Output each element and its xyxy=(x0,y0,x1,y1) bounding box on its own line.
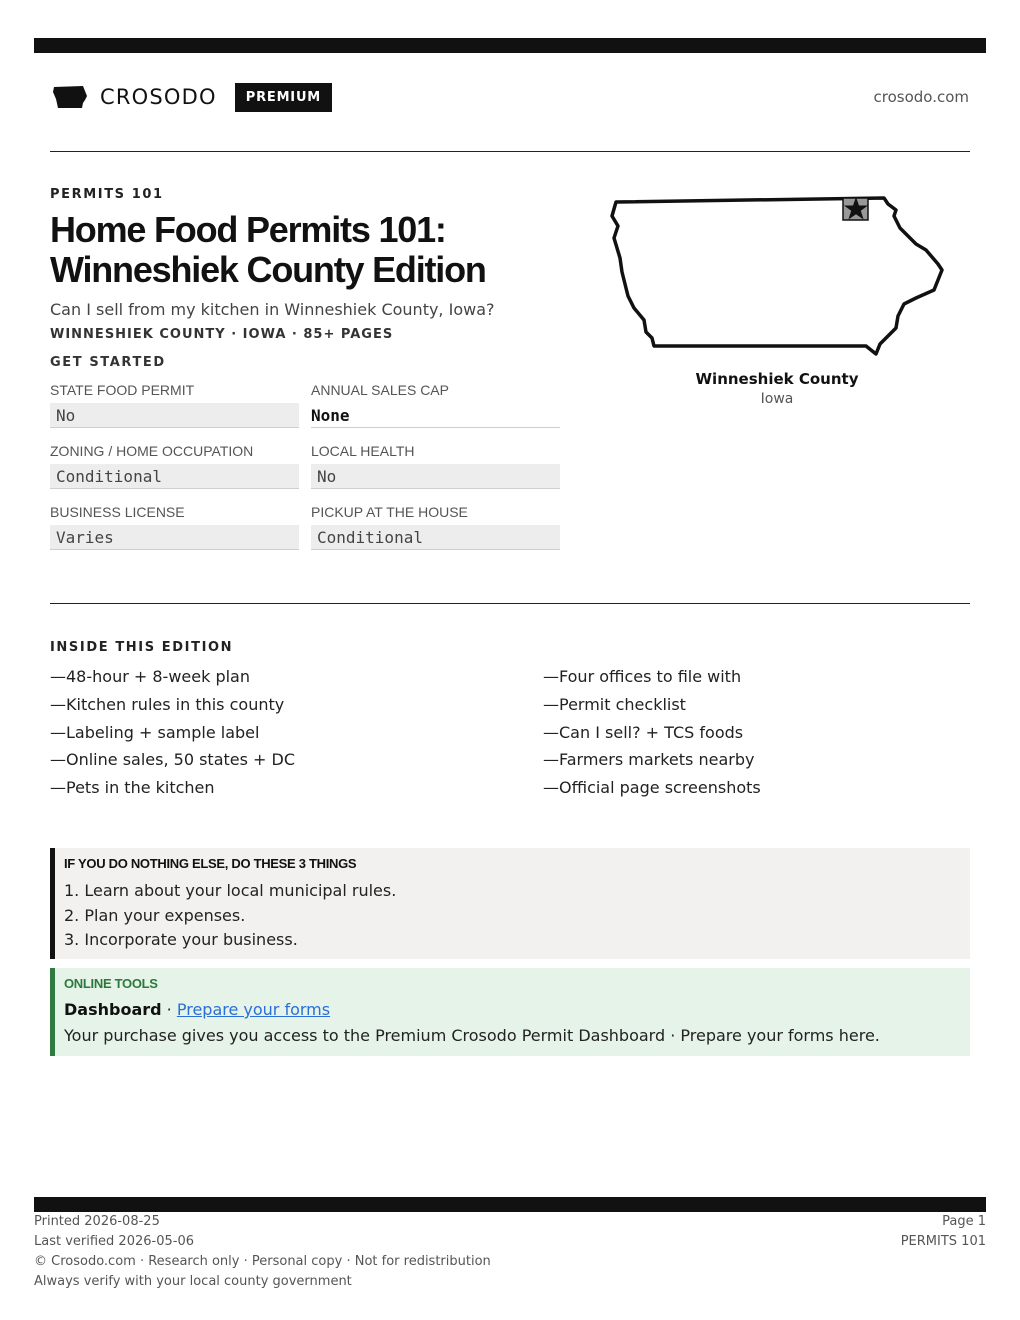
verified-date: Last verified 2026-05-06 xyxy=(34,1234,194,1249)
bottom-rule-bar xyxy=(34,1197,986,1212)
site-url: crosodo.com xyxy=(873,88,969,106)
fact-label: BUSINESS LICENSE xyxy=(50,504,185,520)
list-item: —Online sales, 50 states + DC xyxy=(50,750,296,770)
brand-header xyxy=(52,82,332,112)
fact-value: None xyxy=(311,403,560,428)
list-item: —48-hour + 8-week plan xyxy=(50,667,250,686)
iowa-logo-icon xyxy=(52,83,88,111)
list-item: 2. Plan your expenses. xyxy=(64,905,246,925)
premium-badge: PREMIUM xyxy=(235,83,332,112)
dashboard-line xyxy=(64,998,970,1022)
fact-label: LOCAL HEALTH xyxy=(311,443,415,459)
brand-name: CROSODO xyxy=(100,85,217,109)
list-item: —Kitchen rules in this county xyxy=(50,694,285,714)
callout-title: IF YOU DO NOTHING ELSE, DO THESE 3 THINGS xyxy=(64,856,357,871)
fact-label: ZONING / HOME OCCUPATION xyxy=(50,443,254,459)
title-line-1: Home Food Permits 101: xyxy=(50,209,446,250)
inside-list-left xyxy=(50,665,520,804)
list-item: 3. Incorporate your business. xyxy=(64,930,298,949)
fact-label: ANNUAL SALES CAP xyxy=(311,382,449,398)
fact-annual-sales-cap xyxy=(311,382,560,443)
list-item: —Four offices to file with xyxy=(543,667,742,686)
fact-pickup-at-house xyxy=(311,504,560,565)
footer-left xyxy=(34,1212,491,1292)
map-county-label: Winneshiek County xyxy=(695,370,859,388)
things-list xyxy=(64,879,970,953)
title-line-2: Winneshiek County Edition xyxy=(50,249,486,290)
page-subtitle: Can I sell from my kitchen in Winneshiek County, Iowa? xyxy=(50,300,495,319)
quick-facts-grid xyxy=(50,382,560,565)
prepare-forms-link[interactable]: Prepare your forms xyxy=(176,1000,331,1019)
fact-value: No xyxy=(50,403,299,428)
fact-business-license xyxy=(50,504,299,565)
three-things-callout xyxy=(50,848,970,959)
list-item: —Official page screenshots xyxy=(543,778,761,798)
top-rule-bar xyxy=(34,38,986,53)
copyright-notice: © Crosodo.com · Research only · Personal copy · Not for redistribution xyxy=(34,1254,491,1269)
section-kicker: PERMITS 101 xyxy=(50,187,164,202)
edition-meta: WINNESHIEK COUNTY · IOWA · 85+ PAGES xyxy=(50,327,394,342)
online-tools-callout xyxy=(50,968,970,1056)
section-divider xyxy=(50,603,970,604)
list-item: 1. Learn about your local municipal rules. xyxy=(64,881,397,900)
fact-value: Conditional xyxy=(50,464,299,489)
fact-value: No xyxy=(311,464,560,489)
list-item: —Can I sell? + TCS foods xyxy=(543,722,744,742)
dashboard-label: Dashboard xyxy=(64,1000,162,1019)
page-title xyxy=(50,210,590,290)
map-state-label: Iowa xyxy=(760,391,794,407)
footer-section: PERMITS 101 xyxy=(900,1234,986,1249)
header-divider xyxy=(50,151,970,152)
fact-value: Varies xyxy=(50,525,299,550)
inside-list-right xyxy=(543,665,970,804)
fact-label: PICKUP AT THE HOUSE xyxy=(311,504,468,520)
list-item: —Labeling + sample label xyxy=(50,722,260,742)
fact-value: Conditional xyxy=(311,525,560,550)
fact-local-health xyxy=(311,443,560,504)
iowa-outline xyxy=(612,198,942,354)
list-item: —Pets in the kitchen xyxy=(50,778,215,798)
footer-right xyxy=(901,1212,986,1252)
fact-label: STATE FOOD PERMIT xyxy=(50,382,195,398)
fact-state-food-permit xyxy=(50,382,299,443)
printed-date: Printed 2026-08-25 xyxy=(34,1214,160,1229)
page-number: Page 1 xyxy=(942,1214,986,1229)
verify-note: Always verify with your local county government xyxy=(34,1274,352,1289)
inside-edition-heading: INSIDE THIS EDITION xyxy=(50,640,234,655)
callout-title: ONLINE TOOLS xyxy=(64,976,158,991)
tools-description: Your purchase gives you access to the Premium Crosodo Permit Dashboard · Prepare your forms here. xyxy=(64,1026,880,1045)
get-started-heading: GET STARTED xyxy=(50,355,166,370)
iowa-state-map xyxy=(604,186,950,362)
list-item: —Permit checklist xyxy=(543,694,686,714)
separator: · xyxy=(161,1000,177,1019)
list-item: —Farmers markets nearby xyxy=(543,750,755,770)
fact-zoning xyxy=(50,443,299,504)
